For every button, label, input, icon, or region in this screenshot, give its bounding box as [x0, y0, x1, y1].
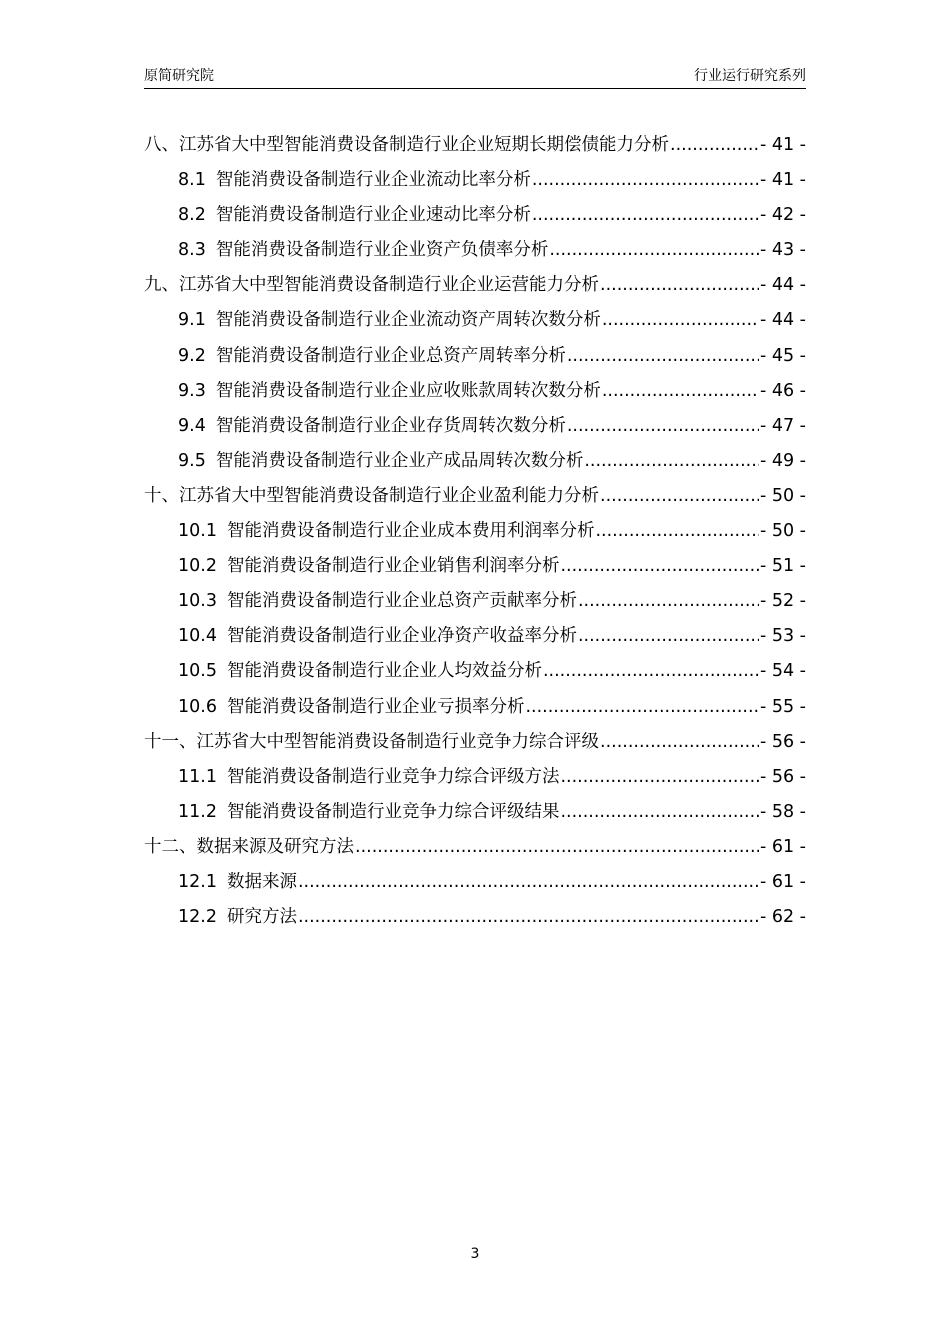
toc-entry-number: 9.2 — [178, 345, 206, 366]
toc-leader-dots — [298, 900, 759, 935]
toc-leader-dots — [560, 760, 759, 795]
toc-chapter-entry[interactable] — [144, 128, 806, 163]
toc-entry-page: - 44 - — [759, 275, 806, 296]
header-series-name: 行业运行研究系列 — [694, 68, 806, 84]
toc-section-entry[interactable] — [144, 163, 806, 198]
toc-entry-number: 10.2 — [178, 556, 217, 577]
toc-chapter-entry[interactable] — [144, 830, 806, 865]
toc-entry-title: 智能消费设备制造行业企业资产负债率分析 — [215, 240, 549, 261]
toc-entry-page: - 56 - — [759, 766, 806, 787]
toc-entry-number: 9.3 — [178, 380, 206, 401]
toc-entry-title: 智能消费设备制造行业企业总资产周转率分析 — [215, 345, 566, 366]
toc-section-entry[interactable] — [144, 795, 806, 830]
toc-entry-title: 十一、江苏省大中型智能消费设备制造行业竞争力综合评级 — [144, 731, 599, 752]
toc-entry-number: 10.1 — [178, 521, 217, 542]
toc-entry-number: 10.5 — [178, 661, 217, 682]
toc-leader-dots — [602, 303, 759, 338]
toc-leader-dots — [525, 690, 759, 725]
toc-entry-number: 11.1 — [178, 766, 217, 787]
toc-entry-number: 10.6 — [178, 696, 217, 717]
toc-section-entry[interactable] — [144, 549, 806, 584]
toc-section-entry[interactable] — [144, 444, 806, 479]
toc-leader-dots — [560, 795, 759, 830]
toc-entry-number: 10.4 — [178, 626, 217, 647]
toc-entry-title: 智能消费设备制造行业企业存货周转次数分析 — [215, 415, 566, 436]
toc-entry-title: 智能消费设备制造行业企业人均效益分析 — [226, 661, 542, 682]
toc-entry-page: - 44 - — [759, 310, 806, 331]
toc-entry-title: 智能消费设备制造行业企业成本费用利润率分析 — [226, 521, 595, 542]
toc-entry-page: - 62 - — [759, 907, 806, 928]
toc-section-entry[interactable] — [144, 339, 806, 374]
toc-leader-dots — [584, 444, 759, 479]
toc-entry-title: 智能消费设备制造行业企业流动比率分析 — [215, 170, 531, 191]
table-of-contents — [144, 128, 806, 935]
toc-entry-title: 智能消费设备制造行业企业总资产贡献率分析 — [226, 591, 577, 612]
toc-entry-title: 智能消费设备制造行业竞争力综合评级方法 — [226, 766, 560, 787]
toc-section-entry[interactable] — [144, 514, 806, 549]
toc-leader-dots — [549, 233, 759, 268]
page-number: 3 — [470, 1246, 480, 1262]
toc-entry-number: 8.3 — [178, 240, 206, 261]
toc-section-entry[interactable] — [144, 198, 806, 233]
toc-entry-title: 数据来源 — [226, 871, 297, 892]
toc-leader-dots — [600, 268, 759, 303]
toc-leader-dots — [600, 479, 759, 514]
toc-section-entry[interactable] — [144, 374, 806, 409]
toc-leader-dots — [670, 128, 759, 163]
toc-leader-dots — [595, 514, 759, 549]
toc-section-entry[interactable] — [144, 865, 806, 900]
toc-entry-page: - 51 - — [759, 556, 806, 577]
toc-chapter-entry[interactable] — [144, 479, 806, 514]
toc-section-entry[interactable] — [144, 900, 806, 935]
toc-entry-page: - 55 - — [759, 696, 806, 717]
toc-entry-page: - 58 - — [759, 801, 806, 822]
toc-entry-page: - 56 - — [759, 731, 806, 752]
toc-entry-number: 11.2 — [178, 801, 217, 822]
toc-entry-title: 智能消费设备制造行业企业流动资产周转次数分析 — [215, 310, 601, 331]
toc-leader-dots — [355, 830, 759, 865]
toc-entry-title: 智能消费设备制造行业企业亏损率分析 — [226, 696, 525, 717]
toc-leader-dots — [567, 409, 759, 444]
toc-leader-dots — [532, 163, 759, 198]
toc-entry-page: - 50 - — [759, 485, 806, 506]
toc-entry-page: - 41 - — [759, 135, 806, 155]
toc-entry-page: - 49 - — [759, 450, 806, 471]
toc-entry-page: - 50 - — [759, 521, 806, 542]
toc-entry-title: 十二、数据来源及研究方法 — [144, 836, 354, 857]
toc-entry-number: 9.4 — [178, 415, 206, 436]
toc-section-entry[interactable] — [144, 584, 806, 619]
toc-entry-page: - 52 - — [759, 591, 806, 612]
toc-entry-number: 8.2 — [178, 205, 206, 226]
toc-section-entry[interactable] — [144, 760, 806, 795]
toc-section-entry[interactable] — [144, 690, 806, 725]
toc-section-entry[interactable] — [144, 619, 806, 654]
toc-entry-page: - 54 - — [759, 661, 806, 682]
toc-entry-page: - 46 - — [759, 380, 806, 401]
toc-entry-title: 智能消费设备制造行业企业净资产收益率分析 — [226, 626, 577, 647]
toc-entry-page: - 42 - — [759, 205, 806, 226]
toc-leader-dots — [560, 549, 759, 584]
toc-section-entry[interactable] — [144, 654, 806, 689]
toc-entry-title: 智能消费设备制造行业企业产成品周转次数分析 — [215, 450, 584, 471]
toc-leader-dots — [298, 865, 759, 900]
toc-entry-title: 九、江苏省大中型智能消费设备制造行业企业运营能力分析 — [144, 275, 599, 296]
toc-leader-dots — [543, 654, 759, 689]
toc-entry-number: 9.1 — [178, 310, 206, 331]
toc-section-entry[interactable] — [144, 233, 806, 268]
toc-leader-dots — [567, 339, 759, 374]
toc-entry-title: 智能消费设备制造行业竞争力综合评级结果 — [226, 801, 560, 822]
toc-entry-page: - 45 - — [759, 345, 806, 366]
toc-entry-title: 研究方法 — [226, 907, 297, 928]
toc-entry-title: 八、江苏省大中型智能消费设备制造行业企业短期长期偿债能力分析 — [144, 135, 669, 155]
toc-chapter-entry[interactable] — [144, 268, 806, 303]
toc-entry-page: - 43 - — [759, 240, 806, 261]
toc-entry-page: - 61 - — [759, 871, 806, 892]
toc-section-entry[interactable] — [144, 303, 806, 338]
toc-entry-title: 十、江苏省大中型智能消费设备制造行业企业盈利能力分析 — [144, 485, 599, 506]
toc-entry-number: 12.1 — [178, 871, 217, 892]
toc-leader-dots — [602, 374, 759, 409]
toc-entry-number: 10.3 — [178, 591, 217, 612]
toc-entry-number: 12.2 — [178, 907, 217, 928]
toc-entry-page: - 53 - — [759, 626, 806, 647]
toc-entry-page: - 61 - — [759, 836, 806, 857]
toc-leader-dots — [600, 725, 759, 760]
toc-section-entry[interactable] — [144, 409, 806, 444]
header-org-name: 原简研究院 — [144, 68, 214, 84]
toc-entry-number: 8.1 — [178, 170, 206, 191]
toc-entry-page: - 41 - — [759, 170, 806, 191]
toc-entry-page: - 47 - — [759, 415, 806, 436]
toc-chapter-entry[interactable] — [144, 725, 806, 760]
toc-leader-dots — [532, 198, 759, 233]
toc-entry-number: 9.5 — [178, 450, 206, 471]
page-header — [144, 66, 806, 89]
toc-entry-title: 智能消费设备制造行业企业销售利润率分析 — [226, 556, 560, 577]
toc-leader-dots — [578, 619, 759, 654]
toc-entry-title: 智能消费设备制造行业企业应收账款周转次数分析 — [215, 380, 601, 401]
toc-leader-dots — [578, 584, 759, 619]
toc-entry-title: 智能消费设备制造行业企业速动比率分析 — [215, 205, 531, 226]
